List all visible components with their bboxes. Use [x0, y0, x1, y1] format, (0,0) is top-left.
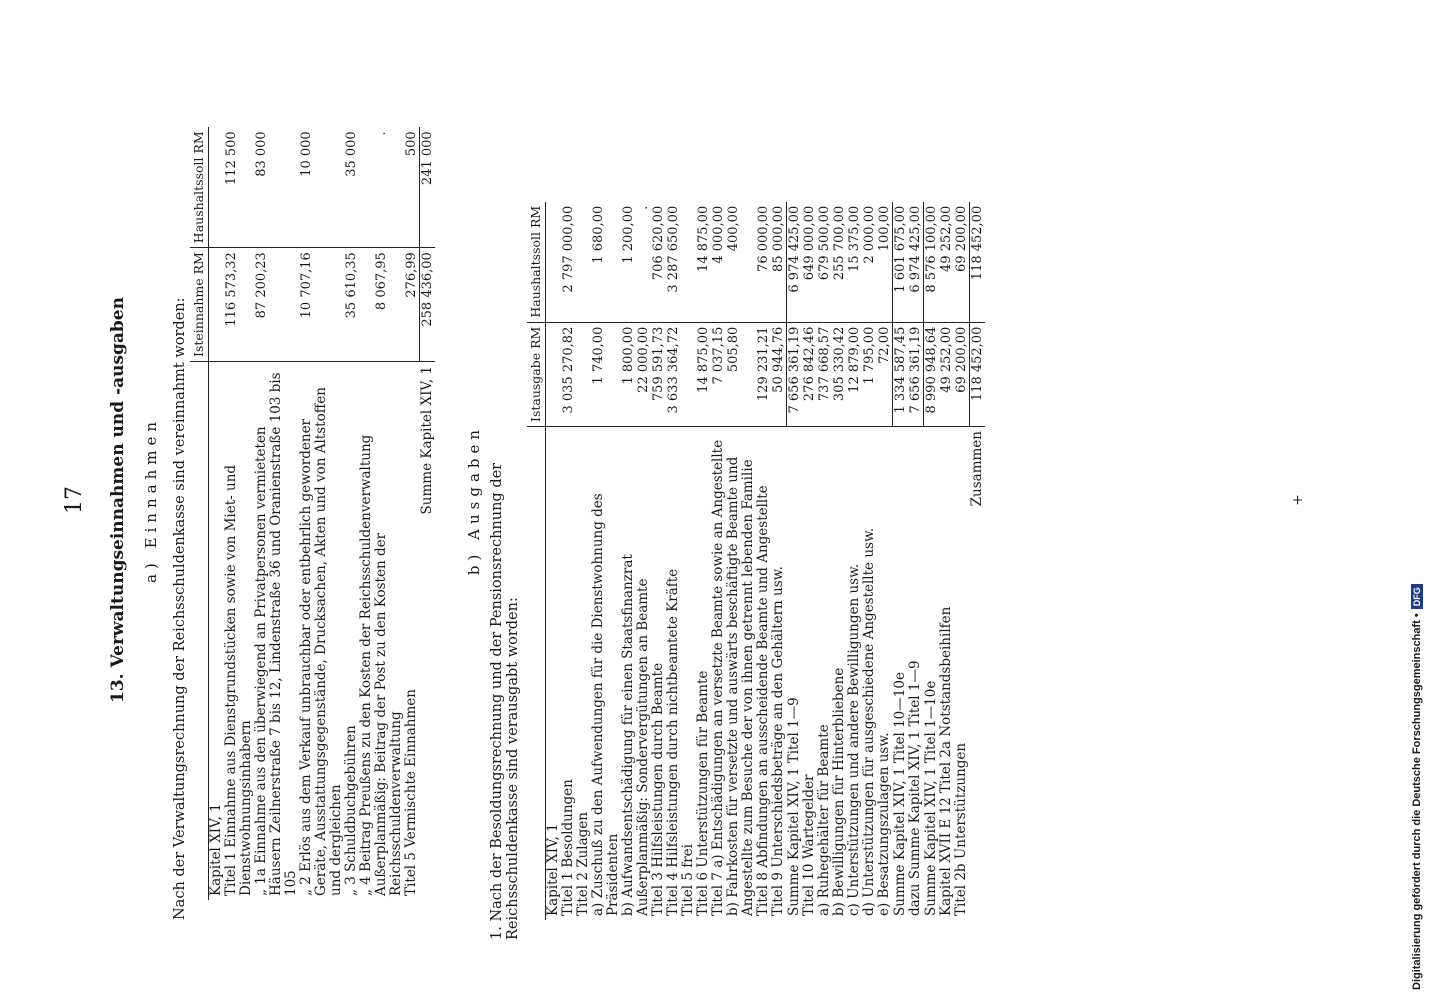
table-row — [546, 202, 562, 920]
row-soll: 6 974 425,00 — [787, 202, 803, 322]
ausgaben-intro: 1. Nach der Besoldungsrechnung und der Pensionsrechnung der Reichsschuldenkasse sind verausgabt worden: — [489, 462, 521, 940]
sum-label: Summe Kapitel XIV, 1 — [418, 366, 435, 515]
rotated-content — [0, 20, 1400, 980]
ausgaben-heading: b) Ausgaben — [465, 424, 483, 576]
row-soll: . — [374, 127, 404, 247]
row-soll: 2 000,00 — [862, 202, 877, 322]
row-soll: 4 000,00 — [711, 202, 726, 322]
row-ist: 7 656 361,19 — [908, 322, 924, 426]
table-row — [847, 202, 862, 920]
row-soll: 706 620,00 — [651, 202, 666, 322]
table-row — [862, 202, 877, 920]
row-ist: 3 035 270,82 — [561, 322, 576, 426]
row-soll: 100,00 — [877, 202, 893, 322]
row-soll: 14 875,00 — [696, 202, 711, 322]
row-ist: 22 000,00 — [636, 322, 651, 426]
row-label: a) Zuschuß zu den Aufwendungen für die Dienstwohnung des Präsidenten — [590, 493, 621, 916]
row-soll: 649 000,00 — [802, 202, 817, 322]
row-soll — [209, 127, 225, 247]
sum-soll: 118 452,00 — [970, 202, 986, 322]
row-label: a) Ruhegehälter für Beamte — [816, 724, 832, 916]
row-ist: 8 067,95 — [374, 248, 404, 362]
row-ist — [681, 322, 696, 426]
row-label: Titel 5 Vermischte Einnahmen — [403, 689, 419, 896]
row-soll — [681, 202, 696, 322]
row-soll: 255 700,00 — [832, 202, 847, 322]
row-ist — [546, 322, 562, 426]
row-label: Summe Kapitel XIV, 1 Titel 10—10e — [891, 672, 908, 916]
row-ist: 1 740,00 — [591, 322, 621, 426]
row-ist — [209, 248, 225, 362]
row-ist: 8 990 948,64 — [924, 322, 940, 426]
row-soll: 15 375,00 — [847, 202, 862, 322]
row-soll: . — [636, 202, 651, 322]
row-label: Titel 7 a) Entschädigungen an versetzte Beamte sowie an Angestellte — [710, 439, 726, 916]
einnahmen-header-ist: Isteinnahme RM — [190, 248, 209, 362]
table-row — [359, 127, 374, 900]
ausgaben-header-ist: Istausgabe RM — [527, 322, 546, 426]
table-row — [561, 202, 576, 920]
row-soll: 3 287 650,00 — [666, 202, 681, 322]
table-row — [636, 202, 651, 920]
row-ist: 129 231,21 — [756, 322, 771, 426]
row-ist: 505,80 — [726, 322, 756, 426]
row-soll: 69 200,00 — [954, 202, 970, 322]
row-label: Titel 6 Unterstützungen für Beamte — [695, 670, 711, 916]
row-ist: 3 633 364,72 — [666, 322, 681, 426]
row-soll: 8 576 100,00 — [924, 202, 940, 322]
table-row — [621, 202, 636, 920]
sidebar — [1408, 10, 1426, 990]
row-ist: 759 591,73 — [651, 322, 666, 426]
row-soll: 2 797 000,00 — [561, 202, 576, 322]
row-ist: 14 875,00 — [696, 322, 711, 426]
row-label: Kapitel XIV, 1 — [208, 803, 224, 896]
row-ist: 87 200,23 — [254, 248, 299, 362]
page-number: 17 — [62, 486, 87, 514]
ausgaben-table — [527, 202, 985, 920]
row-label: c) Unterstützungen und andere Bewilligungen usw. — [846, 563, 862, 916]
row-label: Titel 8 Abfindungen an ausscheidende Beamte und Angestellte — [755, 485, 771, 916]
table-row — [666, 202, 681, 920]
row-ist: 116 573,32 — [224, 248, 254, 362]
row-label: Summe Kapitel XIV, 1 Titel 1—9 — [785, 697, 802, 916]
row-soll — [576, 202, 591, 322]
table-row — [591, 202, 621, 920]
row-ist: 1 800,00 — [621, 322, 636, 426]
row-label: d) Unterstützungen für ausgeschiedene Angestellte usw. — [861, 527, 877, 916]
sum-label: Zusammen — [968, 431, 985, 507]
table-row — [893, 202, 909, 920]
table-row — [787, 202, 803, 920]
row-ist: 276,99 — [404, 248, 420, 362]
row-label: Titel 2 Zulagen — [575, 812, 591, 916]
table-row — [802, 202, 817, 920]
row-label: „ 4 Beitrag Preußens zu den Kosten der Reichsschuldenverwaltung — [358, 434, 374, 896]
row-ist: 276 842,46 — [802, 322, 817, 426]
row-label: Außerplanmäßig: Beitrag der Post zu den Kosten der Reichsschuldenverwaltung — [373, 532, 404, 896]
row-label: Titel 3 Hilfsleistungen durch Beamte — [650, 662, 666, 916]
row-ist: 7 656 361,19 — [787, 322, 803, 426]
table-row — [344, 127, 359, 900]
sidebar-text: Digitalisierung gefördert durch die Deutsche Forschungsgemeinschaft • — [1411, 613, 1423, 990]
table-row — [404, 127, 420, 900]
table-row — [254, 127, 299, 900]
row-soll: 10 000 — [299, 127, 344, 247]
row-soll: 1 200,00 — [621, 202, 636, 322]
row-soll — [546, 202, 562, 322]
sum-row — [970, 202, 986, 920]
row-ist: 35 610,35 — [344, 248, 359, 362]
table-row — [877, 202, 893, 920]
row-soll: 35 000 — [344, 127, 359, 247]
table-row — [711, 202, 726, 920]
ausgaben-header-label — [527, 427, 546, 921]
section-heading: 13. Verwaltungseinnahmen und -ausgaben — [108, 297, 128, 703]
row-soll: 1 601 675,00 — [893, 202, 909, 322]
row-ist: 69 200,00 — [954, 322, 970, 426]
row-soll: 6 974 425,00 — [908, 202, 924, 322]
sum-row — [420, 127, 436, 900]
row-soll: 83 000 — [254, 127, 299, 247]
row-label: Titel 5 frei — [680, 844, 696, 916]
row-ist: 1 795,00 — [862, 322, 877, 426]
table-row — [696, 202, 711, 920]
row-label: Titel 10 Wartegelder — [801, 774, 817, 916]
row-soll: 1 680,00 — [591, 202, 621, 322]
row-label: Titel 1 Besoldungen — [560, 779, 576, 916]
row-label: dazu Summe Kapitel XIV, 1 Titel 1—9 — [907, 660, 923, 916]
table-row — [651, 202, 666, 920]
einnahmen-table — [190, 127, 435, 900]
row-ist: 737 668,57 — [817, 322, 832, 426]
row-label: Titel 2b Unterstützungen — [953, 742, 969, 916]
row-label: „ 2 Erlös aus dem Verkauf unbrauchbar oder entbehrlich gewordener Geräte, Ausstattungsgegenstände, Drucksachen, Akten und von Altstoffen und dergleichen — [298, 387, 344, 896]
row-ist: 7 037,15 — [711, 322, 726, 426]
row-ist: 72,00 — [877, 322, 893, 426]
table-row — [756, 202, 771, 920]
row-soll: 679 500,00 — [817, 202, 832, 322]
table-row — [726, 202, 756, 920]
table-row — [374, 127, 404, 900]
table-row — [954, 202, 970, 920]
table-row — [299, 127, 344, 900]
row-soll: 76 000,00 — [756, 202, 771, 322]
sum-ist: 118 452,00 — [970, 322, 986, 426]
row-label: Summe Kapitel XIV, 1 Titel 1—10e — [922, 680, 939, 916]
table-row — [771, 202, 787, 920]
row-soll — [359, 127, 374, 247]
row-ist — [576, 322, 591, 426]
table-row — [817, 202, 832, 920]
row-ist: 49 252,00 — [939, 322, 954, 426]
row-soll: 400,00 — [726, 202, 756, 322]
row-soll: 500 — [404, 127, 420, 247]
sum-soll: 241 000 — [420, 127, 436, 247]
row-ist: 305 330,42 — [832, 322, 847, 426]
dfg-logo: DFG — [1411, 584, 1423, 609]
ausgaben-header-soll: Haushaltssoll RM — [527, 202, 546, 322]
row-ist — [359, 248, 374, 362]
sidebar-text-wrap — [1408, 10, 1426, 990]
row-soll: 85 000,00 — [771, 202, 787, 322]
table-row — [209, 127, 225, 900]
row-label: b) Aufwandsentschädigung für einen Staatsfinanzrat — [620, 554, 636, 916]
row-label: Titel 1 Einnahme aus Dienstgrundstücken sowie von Miet- und Dienstwohnungsinhabern — [223, 464, 254, 896]
einnahmen-header-soll: Haushaltssoll RM — [190, 127, 209, 247]
table-row — [832, 202, 847, 920]
einnahmen-header-label — [190, 362, 209, 901]
table-row — [681, 202, 696, 920]
row-ist: 12 879,00 — [847, 322, 862, 426]
table-row — [924, 202, 940, 920]
row-soll: 112 500 — [224, 127, 254, 247]
row-ist: 10 707,16 — [299, 248, 344, 362]
table-row — [939, 202, 954, 920]
row-label: b) Fahrkosten für versetzte und auswärts beschäftigte Beamte und Angestellte zum Besuche der von ihnen getrennt lebenden Familie — [725, 456, 756, 916]
row-label: Kapitel XIV, 1 — [545, 823, 561, 916]
row-ist: 1 334 587,45 — [893, 322, 909, 426]
row-label: e) Besatzungszulagen usw. — [876, 732, 892, 916]
footer-mark: + — [1290, 494, 1306, 506]
row-label: Außerplanmäßig: Sondervergütungen an Beamte — [635, 578, 651, 916]
row-label: „ 3 Schuldbuchgebühren — [343, 725, 359, 896]
einnahmen-intro: Nach der Verwaltungsrechnung der Reichsschuldenkasse sind vereinnahmt worden: — [172, 297, 188, 920]
row-label: Titel 9 Unterschiedsbeträge an den Gehältern usw. — [770, 566, 786, 916]
table-row — [224, 127, 254, 900]
sum-ist: 258 436,00 — [420, 248, 436, 362]
row-label: „ 1a Einnahme aus den überwiegend an Privatpersonen vermieteten Häusern Zeilnerstraße 7 bis 12, Lindenstraße 36 und Oranienstraße 103 bis 105 — [253, 372, 299, 896]
row-soll: 49 252,00 — [939, 202, 954, 322]
row-label: Titel 4 Hilfsleistungen durch nichtbeamtete Kräfte — [665, 568, 681, 916]
row-ist: 50 944,76 — [771, 322, 787, 426]
table-row — [576, 202, 591, 920]
table-row — [908, 202, 924, 920]
einnahmen-heading: a) Einnahmen — [142, 417, 160, 583]
row-label: b) Bewilligungen für Hinterbliebene — [831, 667, 847, 916]
row-label: Kapitel XVII E 12 Titel 2a Notstandsbeihilfen — [938, 606, 954, 916]
